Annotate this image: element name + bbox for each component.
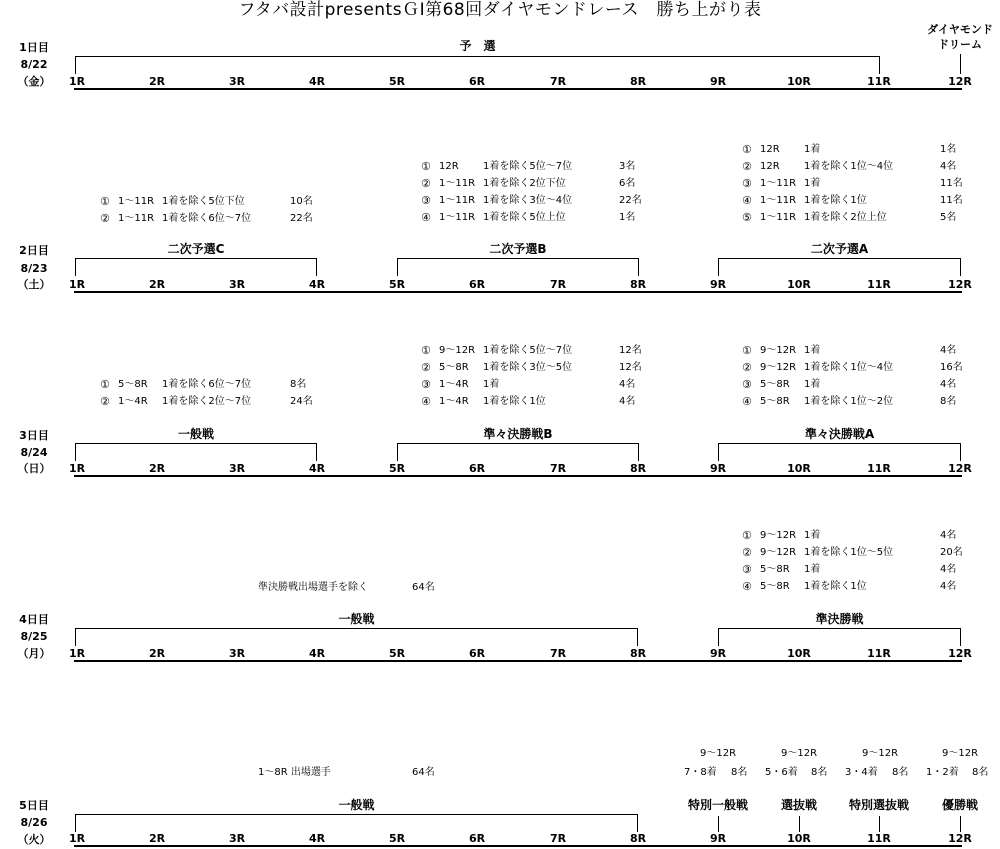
d2b-note-3-r: 1～11R [439,195,476,206]
d4-race-6: 6R [468,647,486,660]
d3a-note-1-n: ① [742,344,752,357]
d1-race-3: 3R [228,75,246,88]
d3a-note-4-c: 1着を除く1位～2位 [804,396,894,407]
d2a-note-5-c: 1着を除く2位上位 [804,212,887,223]
d4a-note-3-c: 1着 [804,564,821,575]
d3b-note-3-c: 1着 [483,379,500,390]
d5-tick-12r [960,816,961,832]
d5-n4-qty: 8名 [972,767,989,778]
d2c-note-1-q: 10名 [290,196,313,207]
d3b-note-4-n: ④ [421,395,431,408]
d4-race-2: 2R [148,647,166,660]
d3b-note-2-c: 1着を除く3位～5位 [483,362,573,373]
d2b-note-2-q: 6名 [619,178,636,189]
d2-race-1: 1R [68,278,86,291]
d1-baseline [74,88,962,90]
d5-race-1: 1R [68,832,86,845]
d3b-note-1-r: 9～12R [439,345,476,356]
d1-race-8: 8R [629,75,647,88]
d4-race-7: 7R [549,647,567,660]
d1-race-11: 11R [867,75,891,88]
d2-race-10: 10R [787,278,811,291]
d3b-note-1-n: ① [421,344,431,357]
d5-final-label: 優勝戦 [941,798,978,812]
d3c-note-2-q: 24名 [290,396,313,407]
d5-tokubetsu-ippan-label: 特別一般戦 [687,798,748,812]
d3a-note-4-r: 5～8R [760,396,790,407]
d2a-note-4-q: 11名 [940,195,963,206]
d4a-note-3-q: 4名 [940,564,957,575]
d2a-note-2-q: 4名 [940,161,957,172]
d2a-note-2-r: 12R [760,161,780,172]
d3-baseline [74,475,962,477]
d3a-note-1-c: 1着 [804,345,821,356]
d1-race-12: 12R [948,75,972,88]
d3c-note-2-c: 1着を除く2位～7位 [162,396,252,407]
d3a-note-4-n: ④ [742,395,752,408]
d2a-note-3-r: 1～11R [760,178,797,189]
d2a-note-2-c: 1着を除く1位～4位 [804,161,894,172]
d3-a-bracket [718,443,961,461]
d5-n1-race: 9～12R [700,748,737,759]
d2a-note-1-r: 12R [760,144,780,155]
d5-race-8: 8R [629,832,647,845]
d3-race-1: 1R [68,462,86,475]
d2a-note-4-r: 1～11R [760,195,797,206]
d2a-note-1-c: 1着 [804,144,821,155]
day1-date: 8/22 [20,58,48,71]
d1-race-4: 4R [308,75,326,88]
d3b-note-4-r: 1～4R [439,396,469,407]
d5-ippan-note-cond: 1～8R 出場選手 [258,767,331,778]
d2-c-bracket [75,258,317,276]
d2b-note-1-n: ① [421,160,431,173]
d2c-note-2-q: 22名 [290,213,313,224]
d4a-note-2-q: 20名 [940,547,963,558]
d4-ippan-bracket [75,628,638,646]
d5-baseline [74,845,962,847]
d4-semi-label: 準決勝戦 [815,612,864,626]
d3a-note-2-q: 16名 [940,362,963,373]
d3-race-8: 8R [629,462,647,475]
d2-b-bracket [397,258,639,276]
d2-race-9: 9R [709,278,727,291]
d3-b-label: 準々決勝戦B [483,427,553,441]
d3-race-4: 4R [308,462,326,475]
d5-n1-qty: 8名 [731,767,748,778]
d2-race-3: 3R [228,278,246,291]
day4-date: 8/25 [20,630,48,643]
d1-race-1: 1R [68,75,86,88]
d4a-note-4-n: ④ [742,580,752,593]
d3c-note-2-n: ② [100,395,110,408]
d5-n4-race: 9～12R [942,748,979,759]
d2b-note-4-n: ④ [421,211,431,224]
d3a-note-2-n: ② [742,361,752,374]
d2-a-label: 二次予選A [810,242,869,256]
d1-dream-tick [960,54,961,74]
d2a-note-1-n: ① [742,143,752,156]
d5-race-3: 3R [228,832,246,845]
d4-baseline [74,660,962,662]
d3c-note-1-q: 8名 [290,379,307,390]
d5-ippan-label: 一般戦 [338,798,375,812]
d2-b-label: 二次予選B [489,242,547,256]
d4a-note-1-n: ① [742,529,752,542]
d2c-note-2-n: ② [100,212,110,225]
d1-race-9: 9R [709,75,727,88]
d2b-note-4-r: 1～11R [439,212,476,223]
d2c-note-1-c: 1着を除く5位下位 [162,196,245,207]
d3-race-2: 2R [148,462,166,475]
day2-label: 2日目 [19,244,49,257]
d3b-note-1-c: 1着を除く5位～7位 [483,345,573,356]
d5-race-12: 12R [948,832,972,845]
d2-race-11: 11R [867,278,891,291]
d3a-note-4-q: 8名 [940,396,957,407]
d5-race-4: 4R [308,832,326,845]
d3c-note-1-c: 1着を除く6位～7位 [162,379,252,390]
day5-label: 5日目 [19,799,49,812]
d5-race-2: 2R [148,832,166,845]
d3b-note-4-q: 4名 [619,396,636,407]
d2b-note-2-n: ② [421,177,431,190]
d4-race-12: 12R [948,647,972,660]
d2b-note-3-n: ③ [421,194,431,207]
d3-race-11: 11R [867,462,891,475]
d5-race-5: 5R [388,832,406,845]
day4-label: 4日目 [19,613,49,626]
d2a-note-4-c: 1着を除く1位 [804,195,867,206]
d4a-note-2-n: ② [742,546,752,559]
d4-ippan-label: 一般戦 [338,612,375,626]
d5-tick-9r [718,816,719,832]
d3b-note-4-c: 1着を除く1位 [483,396,546,407]
d2b-note-2-r: 1～11R [439,178,476,189]
d3-race-5: 5R [388,462,406,475]
d3c-note-1-n: ① [100,378,110,391]
d5-n4-cond: 1・2着 [926,767,959,778]
d5-n2-race: 9～12R [781,748,818,759]
day4-dow: （月） [17,647,51,660]
d2-race-2: 2R [148,278,166,291]
day2-date: 8/23 [20,262,48,275]
d3-a-label: 準々決勝戦A [804,427,875,441]
d5-n3-cond: 3・4着 [845,767,878,778]
d5-ippan-bracket [75,814,638,832]
d5-n2-qty: 8名 [811,767,828,778]
d3-b-bracket [397,443,639,461]
d2b-note-3-c: 1着を除く3位～4位 [483,195,573,206]
d2a-note-2-n: ② [742,160,752,173]
d2b-note-3-q: 22名 [619,195,642,206]
d4-ippan-note-qty: 64名 [412,582,435,593]
d3b-note-2-q: 12名 [619,362,642,373]
d2-race-8: 8R [629,278,647,291]
d2a-note-5-n: ⑤ [742,211,752,224]
d3a-note-3-r: 5～8R [760,379,790,390]
d5-tick-11r [879,816,880,832]
d1-race-2: 2R [148,75,166,88]
d2-baseline [74,291,962,293]
d3-race-3: 3R [228,462,246,475]
d4a-note-3-r: 5～8R [760,564,790,575]
day3-dow: （日） [17,462,51,475]
d3-race-7: 7R [549,462,567,475]
d3b-note-3-n: ③ [421,378,431,391]
d2b-note-2-c: 1着を除く2位下位 [483,178,566,189]
d5-tokubetsu-senbatsu-label: 特別選抜戦 [848,798,909,812]
d4a-note-1-r: 9～12R [760,530,797,541]
d1-yosen-label: 予 選 [459,39,496,53]
d3a-note-3-q: 4名 [940,379,957,390]
d3a-note-3-c: 1着 [804,379,821,390]
d2-race-4: 4R [308,278,326,291]
d4-race-5: 5R [388,647,406,660]
d3b-note-2-r: 5～8R [439,362,469,373]
d3a-note-1-q: 4名 [940,345,957,356]
d3-race-12: 12R [948,462,972,475]
d2a-note-4-n: ④ [742,194,752,207]
d4-race-3: 3R [228,647,246,660]
d3a-note-2-c: 1着を除く1位～4位 [804,362,894,373]
d3-race-10: 10R [787,462,811,475]
d4a-note-4-r: 5～8R [760,581,790,592]
d5-race-6: 6R [468,832,486,845]
d2c-note-2-c: 1着を除く6位～7位 [162,213,252,224]
d5-n3-qty: 8名 [892,767,909,778]
d2-race-7: 7R [549,278,567,291]
d5-ippan-note-qty: 64名 [412,767,435,778]
d4a-note-4-q: 4名 [940,581,957,592]
d2-race-6: 6R [468,278,486,291]
d4a-note-1-q: 4名 [940,530,957,541]
d5-tick-10r [799,816,800,832]
d4-race-11: 11R [867,647,891,660]
d3-ippan-label: 一般戦 [177,427,214,441]
d3a-note-2-r: 9～12R [760,362,797,373]
d5-race-10: 10R [787,832,811,845]
d3-race-9: 9R [709,462,727,475]
d4a-note-2-c: 1着を除く1位～5位 [804,547,894,558]
d4-race-10: 10R [787,647,811,660]
d4-race-8: 8R [629,647,647,660]
d3a-note-1-r: 9～12R [760,345,797,356]
d2c-note-1-r: 1～11R [118,196,155,207]
d3-ippan-bracket [75,443,317,461]
d2-race-12: 12R [948,278,972,291]
d4-race-4: 4R [308,647,326,660]
d4-race-9: 9R [709,647,727,660]
page-title: フタバ設計presentsＧⅠ第68回ダイヤモンドレース 勝ち上がり表 [238,0,762,20]
day1-dow: （金） [17,75,51,88]
d2a-note-3-q: 11名 [940,178,963,189]
d2b-note-4-c: 1着を除く5位上位 [483,212,566,223]
d2b-note-1-r: 12R [439,161,459,172]
day3-date: 8/24 [20,446,48,459]
d2c-note-1-n: ① [100,195,110,208]
d2a-note-3-n: ③ [742,177,752,190]
d5-n1-cond: 7・8着 [684,767,717,778]
d2c-note-2-r: 1～11R [118,213,155,224]
d2a-note-5-r: 1～11R [760,212,797,223]
d1-race-10: 10R [787,75,811,88]
d2a-note-1-q: 1名 [940,144,957,155]
d4a-note-3-n: ③ [742,563,752,576]
d1-yosen-bracket [75,56,880,74]
d1-dream-label-1: ダイヤモンド [927,23,993,36]
d2-race-5: 5R [388,278,406,291]
d1-race-7: 7R [549,75,567,88]
d5-race-11: 11R [867,832,891,845]
d5-senbatsu-label: 選抜戦 [780,798,817,812]
d4a-note-1-c: 1着 [804,530,821,541]
d4-ippan-note-cond: 準決勝戦出場選手を除く [258,582,368,593]
day3-label: 3日目 [19,429,49,442]
d2-c-label: 二次予選C [167,242,225,256]
d4-semi-bracket [718,628,961,646]
d5-n3-race: 9～12R [862,748,899,759]
d2-a-bracket [718,258,961,276]
d2b-note-4-q: 1名 [619,212,636,223]
d2b-note-1-c: 1着を除く5位～7位 [483,161,573,172]
d3a-note-3-n: ③ [742,378,752,391]
d1-dream-label-2: ドリーム [938,38,982,51]
d1-race-5: 5R [388,75,406,88]
d5-race-9: 9R [709,832,727,845]
d5-race-7: 7R [549,832,567,845]
d2a-note-3-c: 1着 [804,178,821,189]
d5-n2-cond: 5・6着 [765,767,798,778]
day5-date: 8/26 [20,816,48,829]
d4-race-1: 1R [68,647,86,660]
d2b-note-1-q: 3名 [619,161,636,172]
d3c-note-2-r: 1～4R [118,396,148,407]
d3-race-6: 6R [468,462,486,475]
day5-dow: （火） [17,833,51,846]
d3b-note-3-r: 1～4R [439,379,469,390]
d3b-note-1-q: 12名 [619,345,642,356]
day2-dow: （土） [17,278,51,291]
d2a-note-5-q: 5名 [940,212,957,223]
d1-race-6: 6R [468,75,486,88]
day1-label: 1日目 [19,41,49,54]
d4a-note-2-r: 9～12R [760,547,797,558]
d4a-note-4-c: 1着を除く1位 [804,581,867,592]
d3b-note-3-q: 4名 [619,379,636,390]
d3b-note-2-n: ② [421,361,431,374]
d3c-note-1-r: 5～8R [118,379,148,390]
